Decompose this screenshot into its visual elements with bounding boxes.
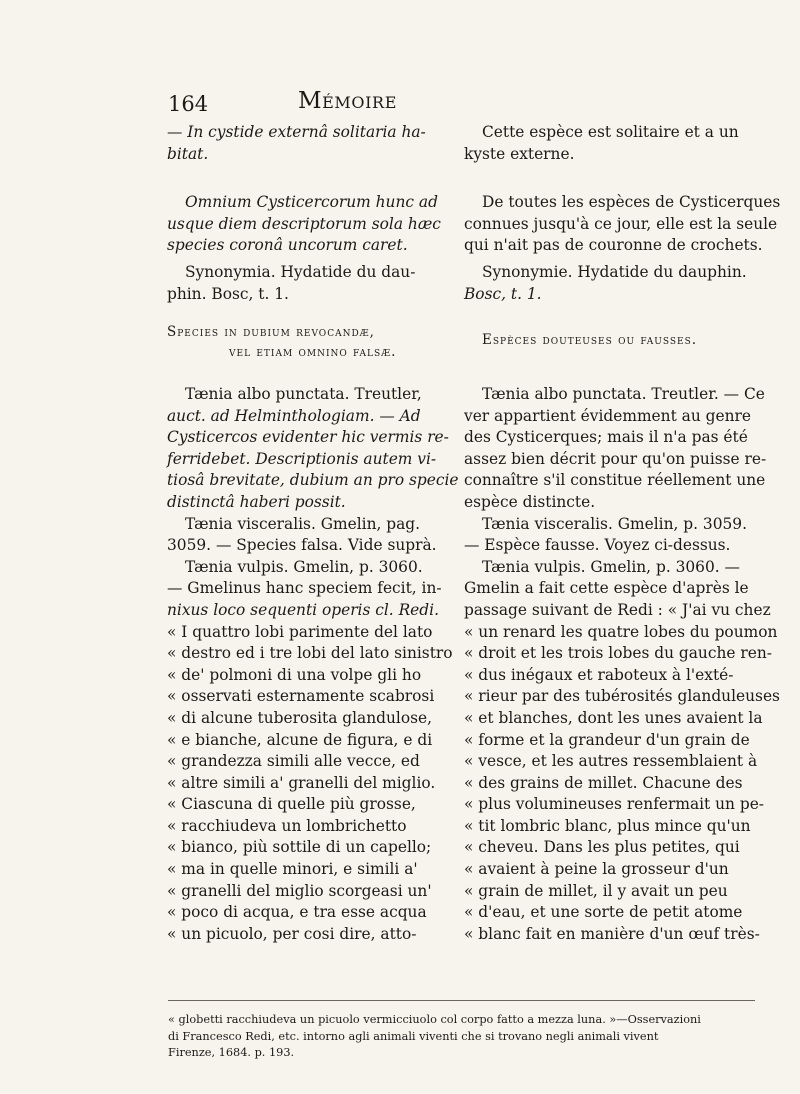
text-line: species coronâ uncorum caret. <box>167 236 408 255</box>
text-line: « avaient à peine la grosseur d'un <box>464 860 729 879</box>
text-line: « un renard les quatre lobes du poumon <box>464 622 778 641</box>
text-line: tiosâ brevitate, dubium an pro specie <box>167 471 459 490</box>
footnote-line: di Francesco Redi, etc. intorno agli animali viventi che si trovano negli animali vivent <box>168 1029 659 1043</box>
left-section-heading <box>167 322 449 362</box>
text-line: auct. ad Helminthologiam. — Ad <box>167 406 421 425</box>
text-line: Bosc, t. 1. <box>464 284 542 303</box>
text-line: — Gmelinus hanc speciem fecit, in- <box>167 579 442 598</box>
text-line: Tænia albo punctata. Treutler, <box>185 385 422 403</box>
text-line: « de' polmoni di una volpe gli ho <box>167 665 422 684</box>
text-line: « granelli del miglio scorgeasi un' <box>167 881 432 900</box>
text-line: « et blanches, dont les unes avaient la <box>464 708 763 727</box>
section-heading: vel etiam omnino falsæ. <box>229 344 397 360</box>
running-title: Mémoire <box>298 88 397 114</box>
right-taenia-text <box>464 384 780 945</box>
text-line: bitat. <box>167 144 209 163</box>
text-line: « blanc fait en manière d'un œuf très- <box>464 924 760 943</box>
section-heading: Espèces douteuses ou fausses. <box>482 332 698 348</box>
left-intro <box>167 122 449 165</box>
footnote <box>168 1012 755 1062</box>
text-line: « racchiudeva un lombrichetto <box>167 816 407 835</box>
text-line: « rieur par des tubérosités glanduleuses <box>464 687 780 706</box>
text-line: Tænia visceralis. Gmelin, pag. <box>185 514 421 533</box>
text-line: Tænia vulpis. Gmelin, p. 3060. <box>185 557 423 576</box>
text-line: Synonymie. Hydatide du dauphin. <box>482 263 747 281</box>
text-line: Omnium Cysticercorum hunc ad <box>185 193 438 211</box>
text-line: Cysticercos evidenter hic vermis re- <box>167 428 449 447</box>
text-line: phin. Bosc, t. 1. <box>167 284 289 303</box>
text-line: 3059. — Species falsa. Vide suprà. <box>167 536 437 555</box>
text-line: Tænia albo punctata. Treutler. — Ce <box>482 385 765 403</box>
text-line: des Cysticerques; mais il n'a pas été <box>464 428 748 447</box>
text-line: assez bien décrit pour qu'on puisse re- <box>464 449 767 468</box>
text-line: « forme et la grandeur d'un grain de <box>464 730 750 749</box>
text-line: Tænia visceralis. Gmelin, p. 3059. <box>482 514 747 533</box>
text-line: « I quattro lobi parimente del lato <box>167 622 433 641</box>
text-line: Gmelin a fait cette espèce d'après le <box>464 579 749 598</box>
text-line: « osservati esternamente scabrosi <box>167 687 435 706</box>
text-line: « dus inégaux et raboteux à l'exté- <box>464 665 734 684</box>
text-line: connaître s'il constitue réellement une <box>464 471 766 490</box>
text-line: — In cystide externâ solitaria ha- <box>167 123 426 141</box>
left-taenia-text <box>167 384 459 945</box>
text-line: « di alcune tuberosita glandulose, <box>167 708 432 727</box>
text-line: « d'eau, et une sorte de petit atome <box>464 903 743 922</box>
right-intro <box>464 122 754 165</box>
text-line: Tænia vulpis. Gmelin, p. 3060. — <box>482 557 740 576</box>
text-line: « poco di acqua, e tra esse acqua <box>167 903 427 922</box>
text-line: « un picuolo, per cosi dire, atto- <box>167 924 417 943</box>
text-line: — Espèce fausse. Voyez ci-dessus. <box>464 536 731 555</box>
text-line: « cheveu. Dans les plus petites, qui <box>464 838 740 857</box>
text-line: « plus volumineuses renfermait un pe- <box>464 795 765 814</box>
text-line: « altre simili a' granelli del miglio. <box>167 773 436 792</box>
right-synonymie <box>464 262 754 305</box>
text-line: ferridebet. Descriptionis autem vi- <box>167 449 437 468</box>
text-line: « bianco, più sottile di un capello; <box>167 838 432 857</box>
text-line: « e bianche, alcune de figura, e di <box>167 730 433 749</box>
text-line: passage suivant de Redi : « J'ai vu chez <box>464 600 771 619</box>
text-line: ver appartient évidemment au genre <box>464 406 751 425</box>
text-line: qui n'ait pas de couronne de crochets. <box>464 236 763 255</box>
text-line: De toutes les espèces de Cysticerques <box>482 193 781 211</box>
right-section-heading <box>464 330 754 350</box>
text-line: « droit et les trois lobes du gauche ren- <box>464 644 772 663</box>
text-line: espèce distincte. <box>464 492 596 511</box>
text-line: « destro ed i tre lobi del lato sinistro <box>167 644 453 663</box>
text-line: « grandezza simili alle vecce, ed <box>167 752 420 771</box>
footnote-line: Firenze, 1684. p. 193. <box>168 1046 295 1059</box>
text-line: usque diem descriptorum sola hæc <box>167 214 441 233</box>
text-line: Synonymia. Hydatide du dau- <box>185 263 416 281</box>
text-line: Cette espèce est solitaire et a un <box>482 123 739 141</box>
footnote-line: « globetti racchiudeva un picuolo vermicciuolo col corpo fatto a mezza luna. »—Osservazioni <box>168 1013 701 1026</box>
text-line: « vesce, et les autres ressemblaient à <box>464 752 758 771</box>
left-synonymia <box>167 262 449 305</box>
text-line: nixus loco sequenti operis cl. Redi. <box>167 600 439 619</box>
page-number: 164 <box>168 92 209 116</box>
footnote-divider <box>168 1000 755 1001</box>
text-line: distinctâ haberi possit. <box>167 492 346 511</box>
text-line: « ma in quelle minori, e simili a' <box>167 860 418 879</box>
left-omnium-paragraph <box>167 192 449 257</box>
text-line: connues jusqu'à ce jour, elle est la seule <box>464 214 778 233</box>
text-line: kyste externe. <box>464 144 575 163</box>
text-line: « grain de millet, il y avait un peu <box>464 881 728 900</box>
right-detoutes-paragraph <box>464 192 781 257</box>
section-heading: Species in dubium revocandæ, <box>167 324 375 340</box>
text-line: « Ciascuna di quelle più grosse, <box>167 795 416 814</box>
text-line: « tit lombric blanc, plus mince qu'un <box>464 816 751 835</box>
text-line: « des grains de millet. Chacune des <box>464 773 743 792</box>
